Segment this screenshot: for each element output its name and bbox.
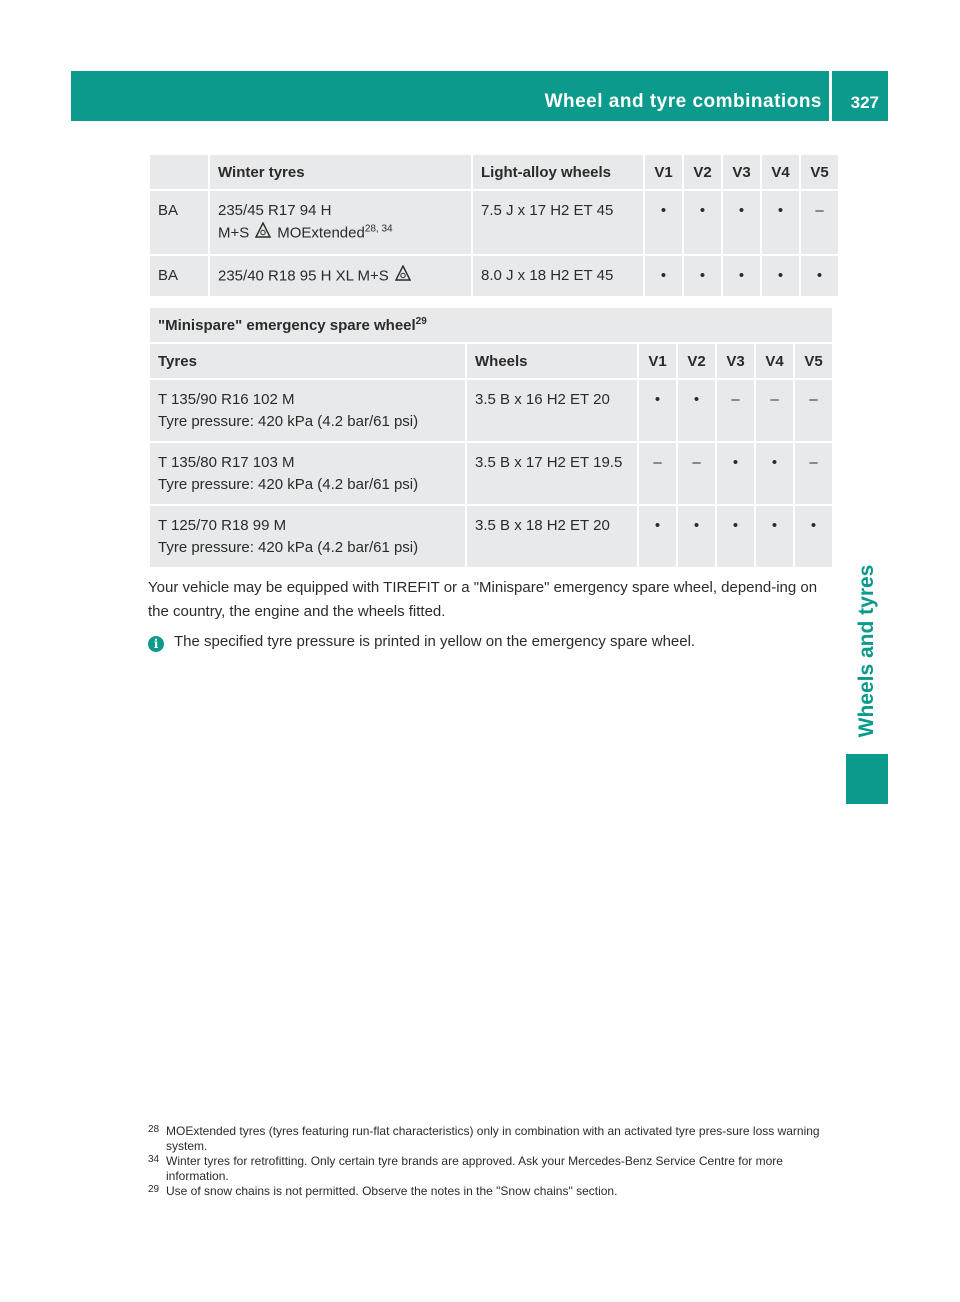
tyre-spec xyxy=(150,380,465,441)
tyre-pressure: Tyre pressure: 420 kPa (4.2 bar/61 psi) xyxy=(158,476,419,493)
variant-cell: • xyxy=(684,191,721,254)
tyre-spec xyxy=(210,191,471,254)
variant-cell: • xyxy=(639,506,676,567)
footnote-text: Use of snow chains is not permitted. Observe the notes in the "Snow chains" section. xyxy=(166,1184,618,1198)
side-tab[interactable] xyxy=(846,548,888,753)
header-cell xyxy=(150,155,208,189)
page-number: 327 xyxy=(850,93,879,112)
variant-cell: • xyxy=(645,256,682,296)
footnote-number: 34 xyxy=(148,1154,160,1165)
tyre-size: T 135/80 R17 103 M xyxy=(158,454,295,471)
tyre-pressure: Tyre pressure: 420 kPa (4.2 bar/61 psi) xyxy=(158,539,419,556)
header-cell: Light-alloy wheels xyxy=(473,155,643,189)
footnote-ref: 29 xyxy=(415,315,427,327)
header-cell: Tyres xyxy=(150,344,465,378)
footnote xyxy=(148,1154,838,1184)
page-header xyxy=(71,71,888,121)
tyre-size: 235/45 R17 94 H xyxy=(218,202,332,219)
tyre-pressure: Tyre pressure: 420 kPa (4.2 bar/61 psi) xyxy=(158,413,419,430)
table-header-row xyxy=(150,155,838,189)
tyre-spec xyxy=(210,256,471,296)
tyre-spec xyxy=(150,443,465,504)
variant-cell: – xyxy=(678,443,715,504)
tyre-size: 235/40 R18 95 H XL M+S xyxy=(218,267,389,285)
info-text: The specified tyre pressure is printed in yellow on the emergency spare wheel. xyxy=(174,633,696,650)
variant-cell: • xyxy=(717,506,754,567)
tyre-rating: M+S xyxy=(218,224,250,242)
table-row xyxy=(150,380,832,441)
footnote-text: MOExtended tyres (tyres featuring run-flat characteristics) only in combination with an activated tyre pres-sure loss warning system. xyxy=(166,1124,820,1153)
header-cell: Winter tyres xyxy=(210,155,471,189)
header-cell: V1 xyxy=(645,155,682,189)
table-caption-row xyxy=(150,308,832,342)
model-code: BA xyxy=(150,256,208,296)
variant-cell: • xyxy=(795,506,832,567)
variant-cell: • xyxy=(756,443,793,504)
variant-cell: • xyxy=(645,191,682,254)
header-cell: V3 xyxy=(723,155,760,189)
variant-cell: • xyxy=(762,191,799,254)
wheel-spec: 3.5 B x 17 H2 ET 19.5 xyxy=(467,443,637,504)
variant-cell: • xyxy=(756,506,793,567)
variant-cell: – xyxy=(639,443,676,504)
table-row xyxy=(150,256,838,296)
variant-cell: – xyxy=(795,443,832,504)
header-cell: Wheels xyxy=(467,344,637,378)
tyre-size: T 125/70 R18 99 M xyxy=(158,517,287,534)
wheel-spec: 3.5 B x 16 H2 ET 20 xyxy=(467,380,637,441)
variant-cell: • xyxy=(639,380,676,441)
body-paragraph: Your vehicle may be equipped with TIREFIT or a "Minispare" emergency spare wheel, depend-ing on the country, the engine and the wheels fitted. xyxy=(148,579,818,620)
footnote-number: 29 xyxy=(148,1184,160,1195)
variant-cell: • xyxy=(723,191,760,254)
footnote-text: Winter tyres for retrofitting. Only certain tyre brands are approved. Ask your Mercedes-Benz Service Centre for more information. xyxy=(166,1154,783,1183)
table-row xyxy=(150,506,832,567)
info-icon: i xyxy=(148,636,164,652)
variant-cell: – xyxy=(801,191,838,254)
page-title: Wheel and tyre combinations xyxy=(544,91,822,112)
footnote-number: 28 xyxy=(148,1124,160,1135)
footnotes xyxy=(148,1124,838,1199)
minispare-table xyxy=(148,306,834,569)
footnote xyxy=(148,1124,838,1154)
snowflake-mountain-icon xyxy=(395,265,411,288)
wheel-spec: 8.0 J x 18 H2 ET 45 xyxy=(473,256,643,296)
wheel-spec: 3.5 B x 18 H2 ET 20 xyxy=(467,506,637,567)
variant-cell: – xyxy=(717,380,754,441)
footnote xyxy=(148,1184,838,1199)
header-divider xyxy=(829,71,832,121)
variant-cell: • xyxy=(717,443,754,504)
variant-cell: • xyxy=(684,256,721,296)
variant-cell: • xyxy=(801,256,838,296)
table-row xyxy=(150,191,838,254)
variant-cell: • xyxy=(678,506,715,567)
info-note xyxy=(148,631,838,653)
header-cell: V2 xyxy=(678,344,715,378)
wheel-spec: 7.5 J x 17 H2 ET 45 xyxy=(473,191,643,254)
variant-cell: – xyxy=(795,380,832,441)
side-tab-label: Wheels and tyres xyxy=(855,564,878,737)
variant-cell: • xyxy=(678,380,715,441)
tyre-size: T 135/90 R16 102 M xyxy=(158,391,295,408)
tyre-spec xyxy=(150,506,465,567)
header-cell: V4 xyxy=(756,344,793,378)
variant-cell: – xyxy=(756,380,793,441)
winter-tyres-table xyxy=(148,153,840,298)
header-cell: V4 xyxy=(762,155,799,189)
footnote-ref: 28, 34 xyxy=(364,223,393,235)
table-caption xyxy=(150,308,832,342)
tyre-feature: MOExtended xyxy=(277,224,365,242)
model-code: BA xyxy=(150,191,208,254)
header-cell: V5 xyxy=(795,344,832,378)
header-cell: V1 xyxy=(639,344,676,378)
variant-cell: • xyxy=(723,256,760,296)
table-row xyxy=(150,443,832,504)
header-cell: V5 xyxy=(801,155,838,189)
side-tab-marker xyxy=(846,754,888,804)
table-header-row xyxy=(150,344,832,378)
variant-cell: • xyxy=(762,256,799,296)
header-cell: V3 xyxy=(717,344,754,378)
snowflake-mountain-icon xyxy=(255,222,271,245)
header-cell: V2 xyxy=(684,155,721,189)
caption-text: "Minispare" emergency spare wheel xyxy=(158,316,416,334)
